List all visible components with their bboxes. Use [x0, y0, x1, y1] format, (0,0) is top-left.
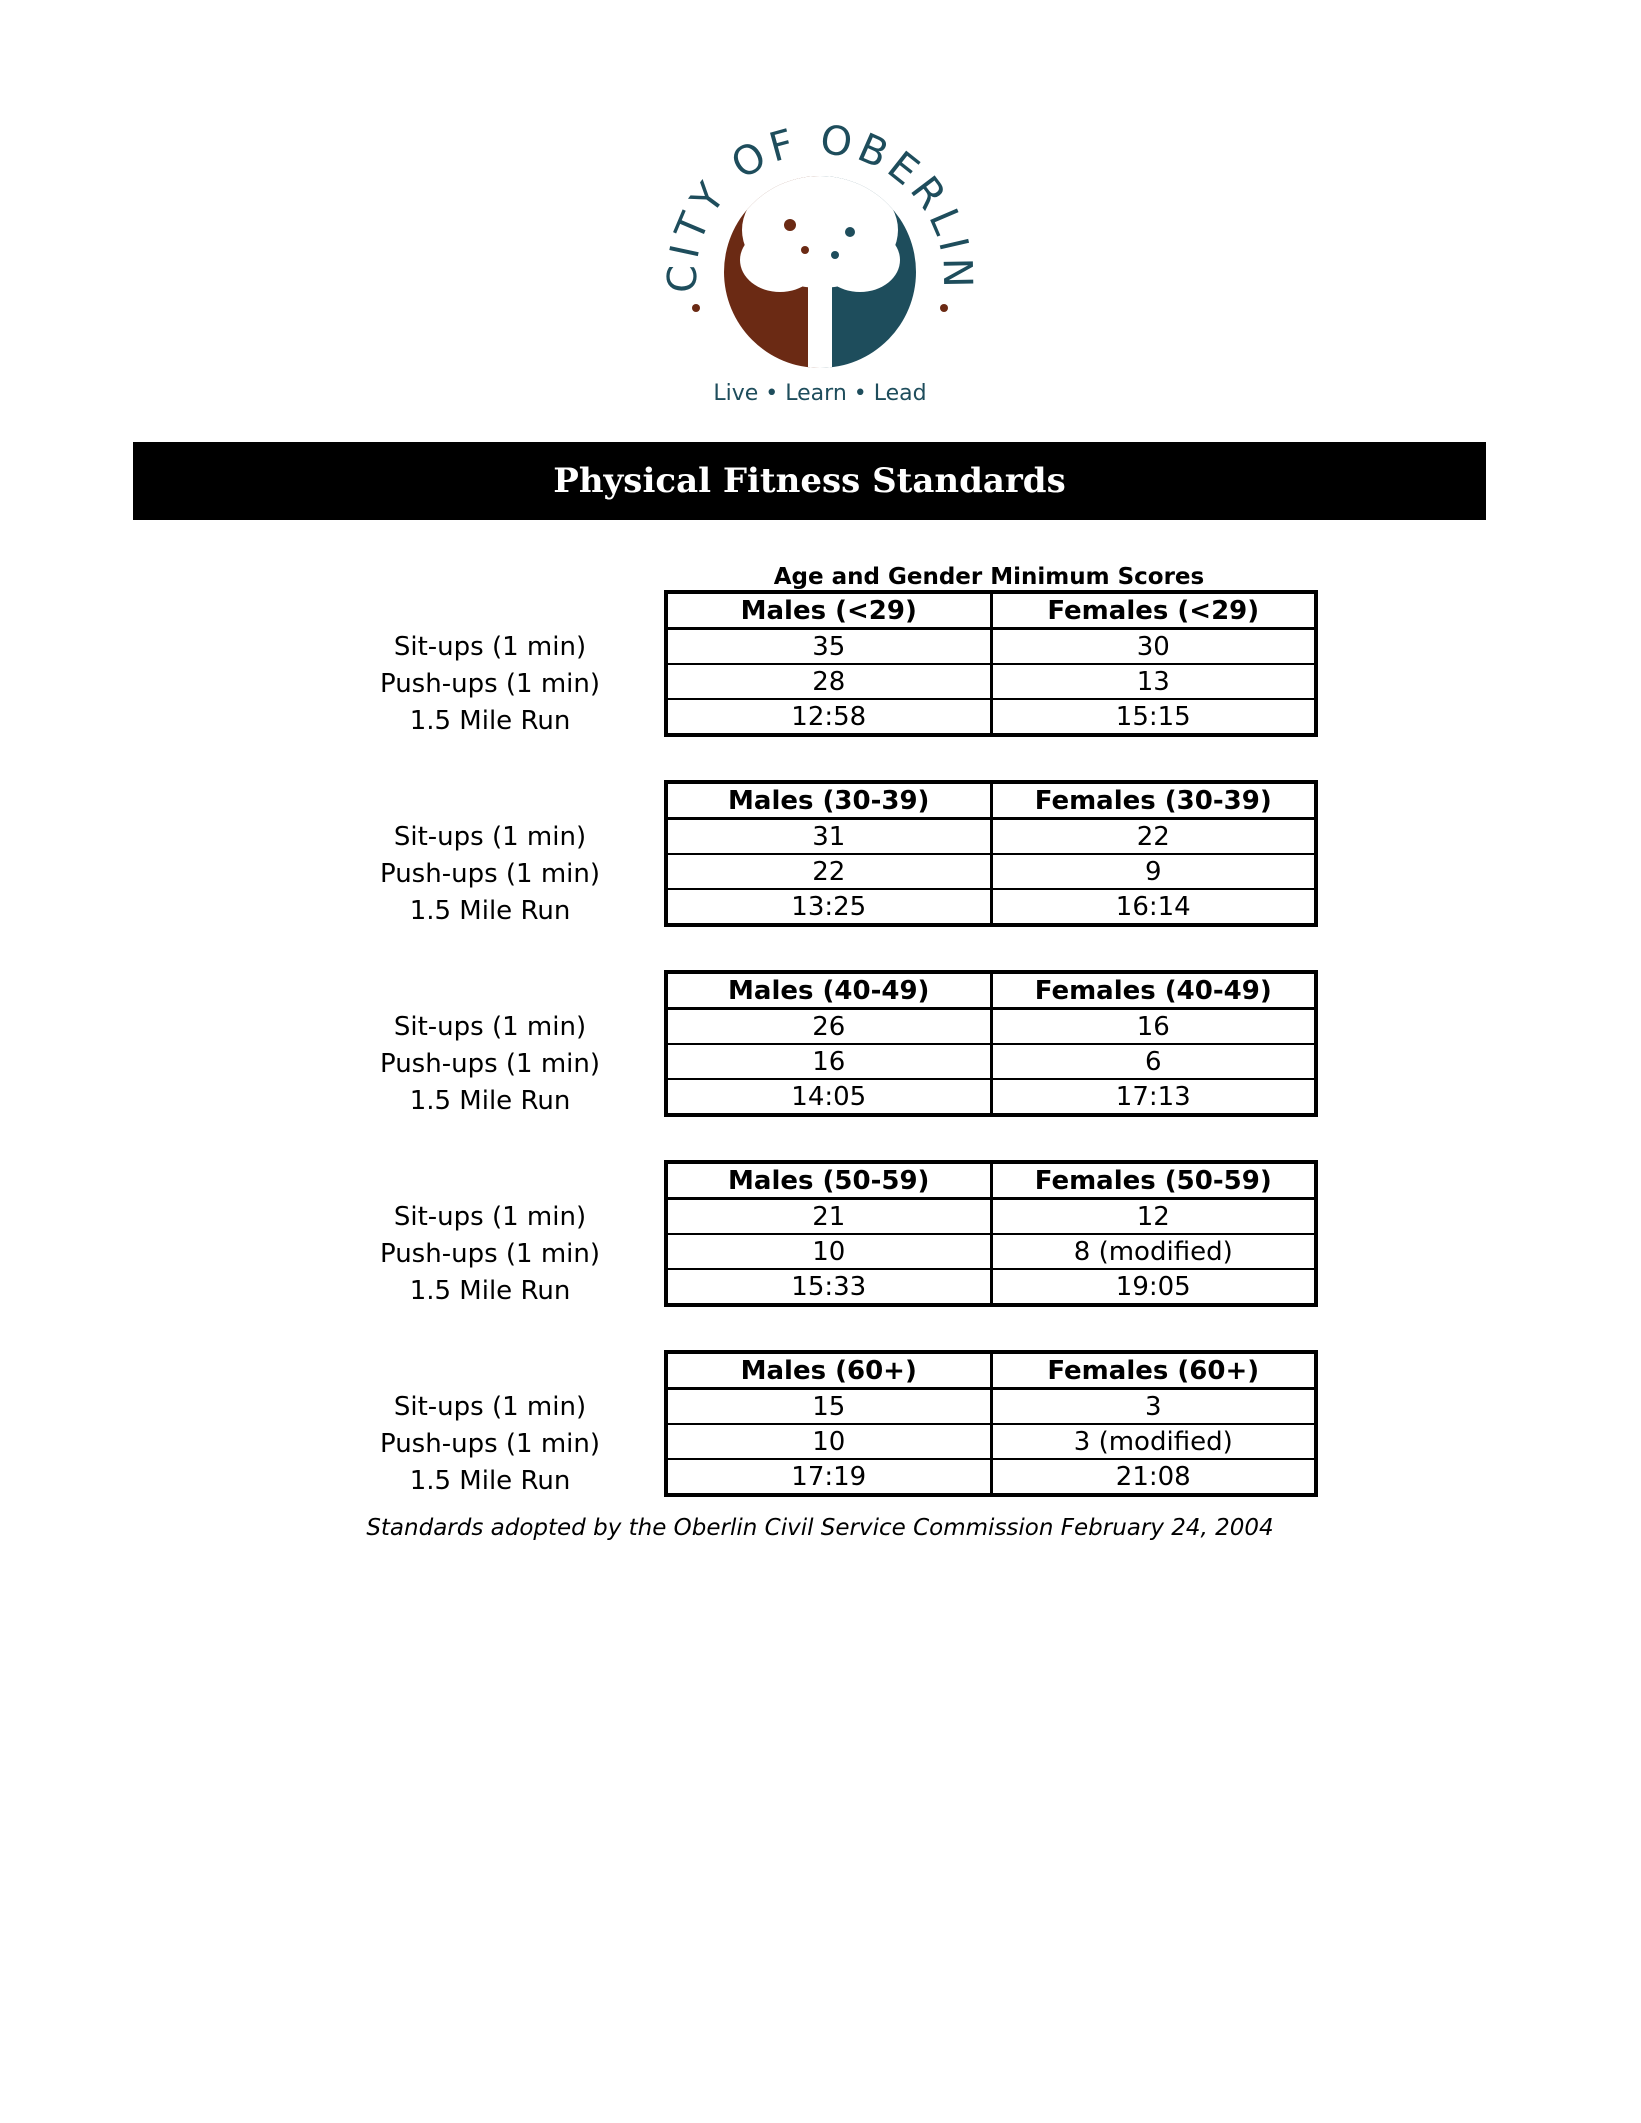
male-header: Males (50-59): [666, 1162, 991, 1199]
row-label-run: 1.5 Mile Run: [409, 1276, 571, 1306]
row-label-pushups: Push-ups (1 min): [379, 1049, 601, 1079]
table-row: [666, 1424, 1316, 1459]
female-situps: 3: [991, 1389, 1316, 1425]
city-logo: [660, 120, 980, 410]
female-header: Females (50-59): [991, 1162, 1316, 1199]
row-label-pushups: Push-ups (1 min): [379, 1239, 601, 1269]
table-row: [666, 1234, 1316, 1269]
male-pushups: 28: [666, 664, 991, 699]
row-label-run: 1.5 Mile Run: [409, 1086, 571, 1116]
male-pushups: 16: [666, 1044, 991, 1079]
table-row: [666, 699, 1316, 735]
male-pushups: 10: [666, 1424, 991, 1459]
score-table: [664, 970, 1318, 1117]
table-header-row: [666, 782, 1316, 819]
male-situps: 35: [666, 629, 991, 665]
female-situps: 30: [991, 629, 1316, 665]
score-group-under-29: [0, 590, 1641, 745]
row-label-pushups: Push-ups (1 min): [379, 1429, 601, 1459]
row-label-situps: Sit-ups (1 min): [393, 1012, 587, 1042]
table-row: [666, 889, 1316, 925]
male-header: Males (30-39): [666, 782, 991, 819]
female-situps: 12: [991, 1199, 1316, 1235]
female-pushups: 6: [991, 1044, 1316, 1079]
table-row: [666, 1044, 1316, 1079]
female-pushups: 13: [991, 664, 1316, 699]
female-header: Females (60+): [991, 1352, 1316, 1389]
row-label-run: 1.5 Mile Run: [409, 896, 571, 926]
table-header-row: [666, 1162, 1316, 1199]
score-table: [664, 1160, 1318, 1307]
score-table: [664, 1350, 1318, 1497]
row-label-situps: Sit-ups (1 min): [393, 822, 587, 852]
male-situps: 31: [666, 819, 991, 855]
row-label-pushups: Push-ups (1 min): [379, 859, 601, 889]
logo-motto: Live • Learn • Lead: [713, 381, 927, 406]
score-group-40-49: [0, 970, 1641, 1125]
score-group-50-59: [0, 1160, 1641, 1315]
female-header: Females (40-49): [991, 972, 1316, 1009]
row-label-situps: Sit-ups (1 min): [393, 1202, 587, 1232]
table-row: [666, 664, 1316, 699]
table-subtitle: Age and Gender Minimum Scores: [773, 564, 1205, 590]
male-run: 15:33: [666, 1269, 991, 1305]
female-situps: 16: [991, 1009, 1316, 1045]
row-labels: [340, 819, 640, 930]
row-labels: [340, 1389, 640, 1500]
female-situps: 22: [991, 819, 1316, 855]
table-row: [666, 629, 1316, 665]
female-header: Females (<29): [991, 592, 1316, 629]
score-group-60-plus: [0, 1350, 1641, 1505]
male-run: 14:05: [666, 1079, 991, 1115]
table-row: [666, 819, 1316, 855]
male-header: Males (<29): [666, 592, 991, 629]
table-row: [666, 1269, 1316, 1305]
row-label-run: 1.5 Mile Run: [409, 1466, 571, 1496]
table-row: [666, 854, 1316, 889]
row-label-run: 1.5 Mile Run: [409, 706, 571, 736]
score-group-30-39: [0, 780, 1641, 935]
male-pushups: 10: [666, 1234, 991, 1269]
row-labels: [340, 629, 640, 740]
male-header: Males (60+): [666, 1352, 991, 1389]
row-label-pushups: Push-ups (1 min): [379, 669, 601, 699]
row-label-situps: Sit-ups (1 min): [393, 632, 587, 662]
table-row: [666, 1079, 1316, 1115]
male-run: 17:19: [666, 1459, 991, 1495]
table-header-row: [666, 1352, 1316, 1389]
score-table: [664, 590, 1318, 737]
male-header: Males (40-49): [666, 972, 991, 1009]
male-pushups: 22: [666, 854, 991, 889]
female-run: 19:05: [991, 1269, 1316, 1305]
table-row: [666, 1009, 1316, 1045]
footnote: Standards adopted by the Oberlin Civil Service Commission February 24, 2004: [366, 1515, 1274, 1541]
row-labels: [340, 1199, 640, 1310]
table-header-row: [666, 972, 1316, 1009]
female-run: 21:08: [991, 1459, 1316, 1495]
table-header-row: [666, 592, 1316, 629]
female-run: 16:14: [991, 889, 1316, 925]
page-title: Physical Fitness Standards: [553, 461, 1066, 501]
male-situps: 15: [666, 1389, 991, 1425]
male-situps: 21: [666, 1199, 991, 1235]
table-row: [666, 1199, 1316, 1235]
male-run: 13:25: [666, 889, 991, 925]
logo-ring-text: CITY OF OBERLIN: [660, 120, 980, 294]
female-run: 15:15: [991, 699, 1316, 735]
female-pushups: 9: [991, 854, 1316, 889]
row-label-situps: Sit-ups (1 min): [393, 1392, 587, 1422]
male-run: 12:58: [666, 699, 991, 735]
table-row: [666, 1459, 1316, 1495]
female-run: 17:13: [991, 1079, 1316, 1115]
score-table: [664, 780, 1318, 927]
page-title-bar: [133, 442, 1486, 520]
male-situps: 26: [666, 1009, 991, 1045]
row-labels: [340, 1009, 640, 1120]
female-pushups: 8 (modified): [991, 1234, 1316, 1269]
table-row: [666, 1389, 1316, 1425]
female-pushups: 3 (modified): [991, 1424, 1316, 1459]
female-header: Females (30-39): [991, 782, 1316, 819]
